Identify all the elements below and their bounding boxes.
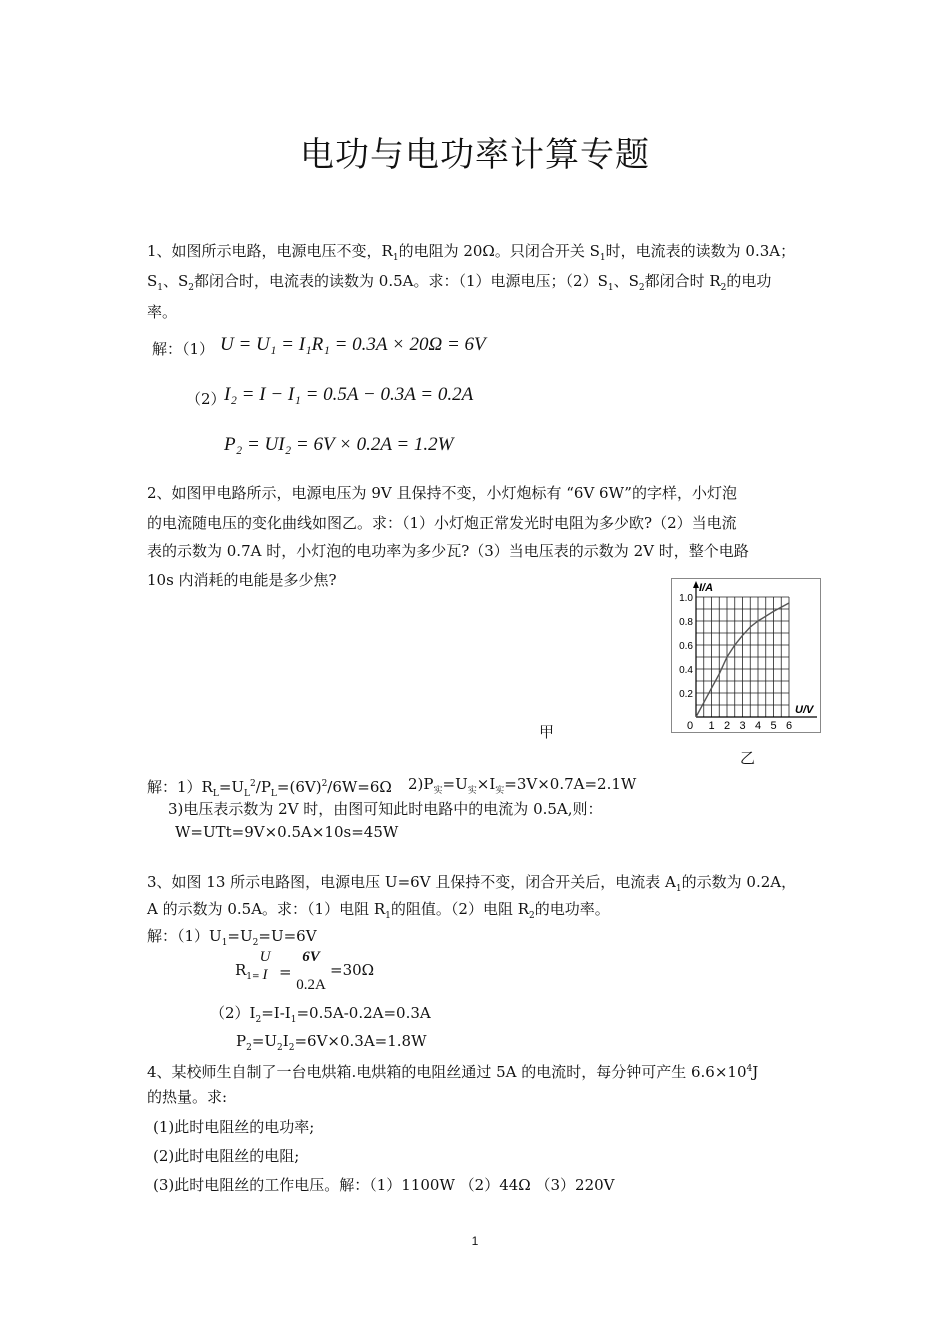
q2-line-2: 的电流随电压的变化曲线如图乙。求：（1）小灯炮正常发光时电阻为多少欧?（2）当电流 <box>147 514 737 532</box>
q3-text: I <box>282 1032 289 1050</box>
q4-line-1 <box>147 1059 758 1082</box>
q2-solution-4: W=UTt=9V×0.5A×10s=45W <box>175 823 399 841</box>
q1-solution-2: I₂ = I − I₁ = 0.5A − 0.3A = 0.2A <box>224 384 474 405</box>
q2-text: =U <box>218 778 245 796</box>
q2-text: 解：1）R <box>147 778 213 796</box>
q3-equals: = <box>279 963 292 981</box>
q1-line-2 <box>147 271 771 298</box>
q3-sub: 2 <box>252 938 259 948</box>
q1-solution-3: P₂ = UI₂ = 6V × 0.2A = 1.2W <box>224 434 454 455</box>
q3-text: =U=6V <box>258 927 317 945</box>
q2-sub: L <box>212 789 219 799</box>
x-tick-label: 6 <box>785 720 793 732</box>
q3-text: =6V×0.3A=1.8W <box>294 1032 427 1050</box>
q1-text: S <box>147 272 158 290</box>
fraction-denominator: I <box>262 967 268 983</box>
q2-text: =U <box>442 775 468 793</box>
q3-text: =I-I <box>261 1004 291 1022</box>
y-tick-label: 0.2 <box>679 689 693 700</box>
q3-text: 的示数为 0.2A， <box>681 873 797 891</box>
q1-text: 都闭合时，电流表的读数为 0.5A。求：（1）电源电压；（2）S <box>194 272 608 290</box>
q1-solution-2-label: （2） <box>186 390 226 408</box>
q4-item-3: (3)此时电阻丝的工作电压。解：（1）1100W （2）44Ω （3）220V <box>153 1176 615 1194</box>
q4-item-1: (1)此时电阻丝的电功率; <box>153 1118 315 1136</box>
x-tick-label: 0 <box>686 720 694 732</box>
q1-line-3: 率。 <box>147 303 178 321</box>
x-tick-label: 4 <box>754 720 762 732</box>
q3-text: （2）I <box>210 1004 256 1022</box>
q4-item-2: (2)此时电阻丝的电阻; <box>153 1147 300 1165</box>
figure-b-label: 乙 <box>740 749 756 767</box>
q2-text: /P <box>255 778 271 796</box>
q2-line-4: 10s 内消耗的电能是多少焦? <box>147 571 337 589</box>
y-tick-label: 0.6 <box>679 641 693 652</box>
q3-sub: 1 <box>675 884 682 894</box>
q3-text: 解：（1）U <box>147 927 222 945</box>
q1-solution-label: 解：（1） <box>152 340 215 358</box>
q2-text: /6W=6Ω <box>327 778 392 796</box>
q4-sup: 4 <box>746 1064 753 1074</box>
q4-line-2: 的热量。求: <box>147 1088 228 1106</box>
q2-sup: 2 <box>250 779 256 789</box>
y-tick-label: 0.8 <box>679 617 693 628</box>
q2-text: 2)P <box>408 775 434 793</box>
q3-text: 3、如图 13 所示电路图，电源电压 U=6V 且保持不变，闭合开关后，电流表 A <box>147 873 676 891</box>
q3-text: =U <box>227 927 253 945</box>
x-tick-label: 5 <box>770 720 777 732</box>
q3-sub: 2 <box>529 911 535 921</box>
q1-text: 、S <box>613 272 639 290</box>
q1-sub: 1 <box>607 283 614 293</box>
x-axis-label: U/V <box>795 704 814 716</box>
q2-sub: L <box>244 789 251 799</box>
q2-sub: 实 <box>467 786 477 796</box>
fraction-numerator: U <box>259 949 271 965</box>
q1-sub: 2 <box>638 283 645 293</box>
q1-solution-1: U = U₁ = I₁R₁ = 0.3A × 20Ω = 6V <box>220 334 486 355</box>
q3-sub: 1 <box>385 911 391 921</box>
fraction-denominator: 0.2A <box>296 977 326 993</box>
q2-sub: 实 <box>433 786 443 796</box>
q1-sub: 2 <box>188 283 195 293</box>
q4-text: 4、某校师生自制了一台电烘箱.电烘箱的电阻丝通过 5A 的电流时，每分钟可产生 6.6×10 <box>147 1063 747 1081</box>
q3-text: =U <box>251 1032 278 1050</box>
x-tick-label: 3 <box>739 720 746 732</box>
figure-a-label: 甲 <box>539 723 555 741</box>
q3-sub: 2 <box>255 1015 262 1025</box>
q1-sub: 1 <box>599 253 606 263</box>
q3-solution-3 <box>210 1003 431 1030</box>
q1-text: 都闭合时 R <box>644 272 721 290</box>
page-number: 1 <box>471 1234 479 1248</box>
q3-sub: 2 <box>277 1043 283 1053</box>
q2-solution-3: 3)电压表示数为 2V 时，由图可知此时电路中的电流为 0.5A,则： <box>168 800 603 818</box>
x-tick-label: 2 <box>723 720 731 732</box>
q3-sub: 1= <box>246 972 260 982</box>
q3-text: P <box>236 1032 247 1050</box>
q3-sub: 1 <box>221 938 228 948</box>
q2-text: =3V×0.7A=2.1W <box>504 775 637 793</box>
q1-sub: 2 <box>720 283 727 293</box>
q1-text: 的电阻为 20Ω。只闭合开关 S <box>398 242 600 260</box>
fraction-numerator: 6V <box>302 949 320 965</box>
q3-line-2 <box>147 899 610 926</box>
q1-line-1 <box>147 241 795 268</box>
x-tick-label: 1 <box>708 720 715 732</box>
q1-text: 1、如图所示电路，电源电压不变，R <box>147 242 393 260</box>
q2-sub: L <box>270 789 277 799</box>
q2-sup: 2 <box>321 779 328 789</box>
iu-chart <box>671 578 821 733</box>
q1-sub: 1 <box>392 253 399 263</box>
y-axis-label: I/A <box>699 582 714 594</box>
y-tick-label: 0.4 <box>679 665 693 676</box>
q1-text: 的电功 <box>726 272 772 290</box>
q1-text: 时，电流表的读数为 0.3A； <box>605 242 796 260</box>
y-tick-label: 1.0 <box>679 593 693 604</box>
q3-text: 的电功率。 <box>534 900 610 918</box>
page-title: 电功与电功率计算专题 <box>300 135 650 175</box>
q3-solution-4 <box>236 1031 427 1058</box>
q2-sub: 实 <box>495 786 505 796</box>
q1-text: 、S <box>163 272 189 290</box>
q3-sub: 1 <box>290 1015 297 1025</box>
q2-line-3: 表的示数为 0.7A 时，小灯泡的电功率为多少瓦?（3）当电压表的示数为 2V 时，整个电路 <box>147 542 749 560</box>
q3-text: 的阻值。（2）电阻 R <box>390 900 530 918</box>
q2-text: =(6V) <box>276 778 322 796</box>
q4-text: J <box>752 1063 759 1081</box>
q3-text: =0.5A-0.2A=0.3A <box>296 1004 431 1022</box>
q3-text: A 的示数为 0.5A。求：（1）电阻 R <box>147 900 386 918</box>
q3-line-1 <box>147 872 796 899</box>
chart-grid <box>696 597 789 717</box>
q2-text: ×I <box>476 775 496 793</box>
q1-sub: 1 <box>157 283 164 293</box>
q3-r1-result: =30Ω <box>330 961 375 979</box>
q3-text: R <box>235 961 247 979</box>
q3-sub: 2 <box>246 1043 252 1053</box>
q3-sub: 2 <box>288 1043 295 1053</box>
fraction-u-over-i1 <box>255 948 275 984</box>
q2-line-1: 2、如图甲电路所示，电源电压为 9V 且保持不变，小灯炮标有 “6V 6W”的字样，小灯泡 <box>147 484 737 502</box>
fraction-6v-over-0.2a <box>291 948 331 994</box>
q2-solution-2 <box>408 774 636 801</box>
